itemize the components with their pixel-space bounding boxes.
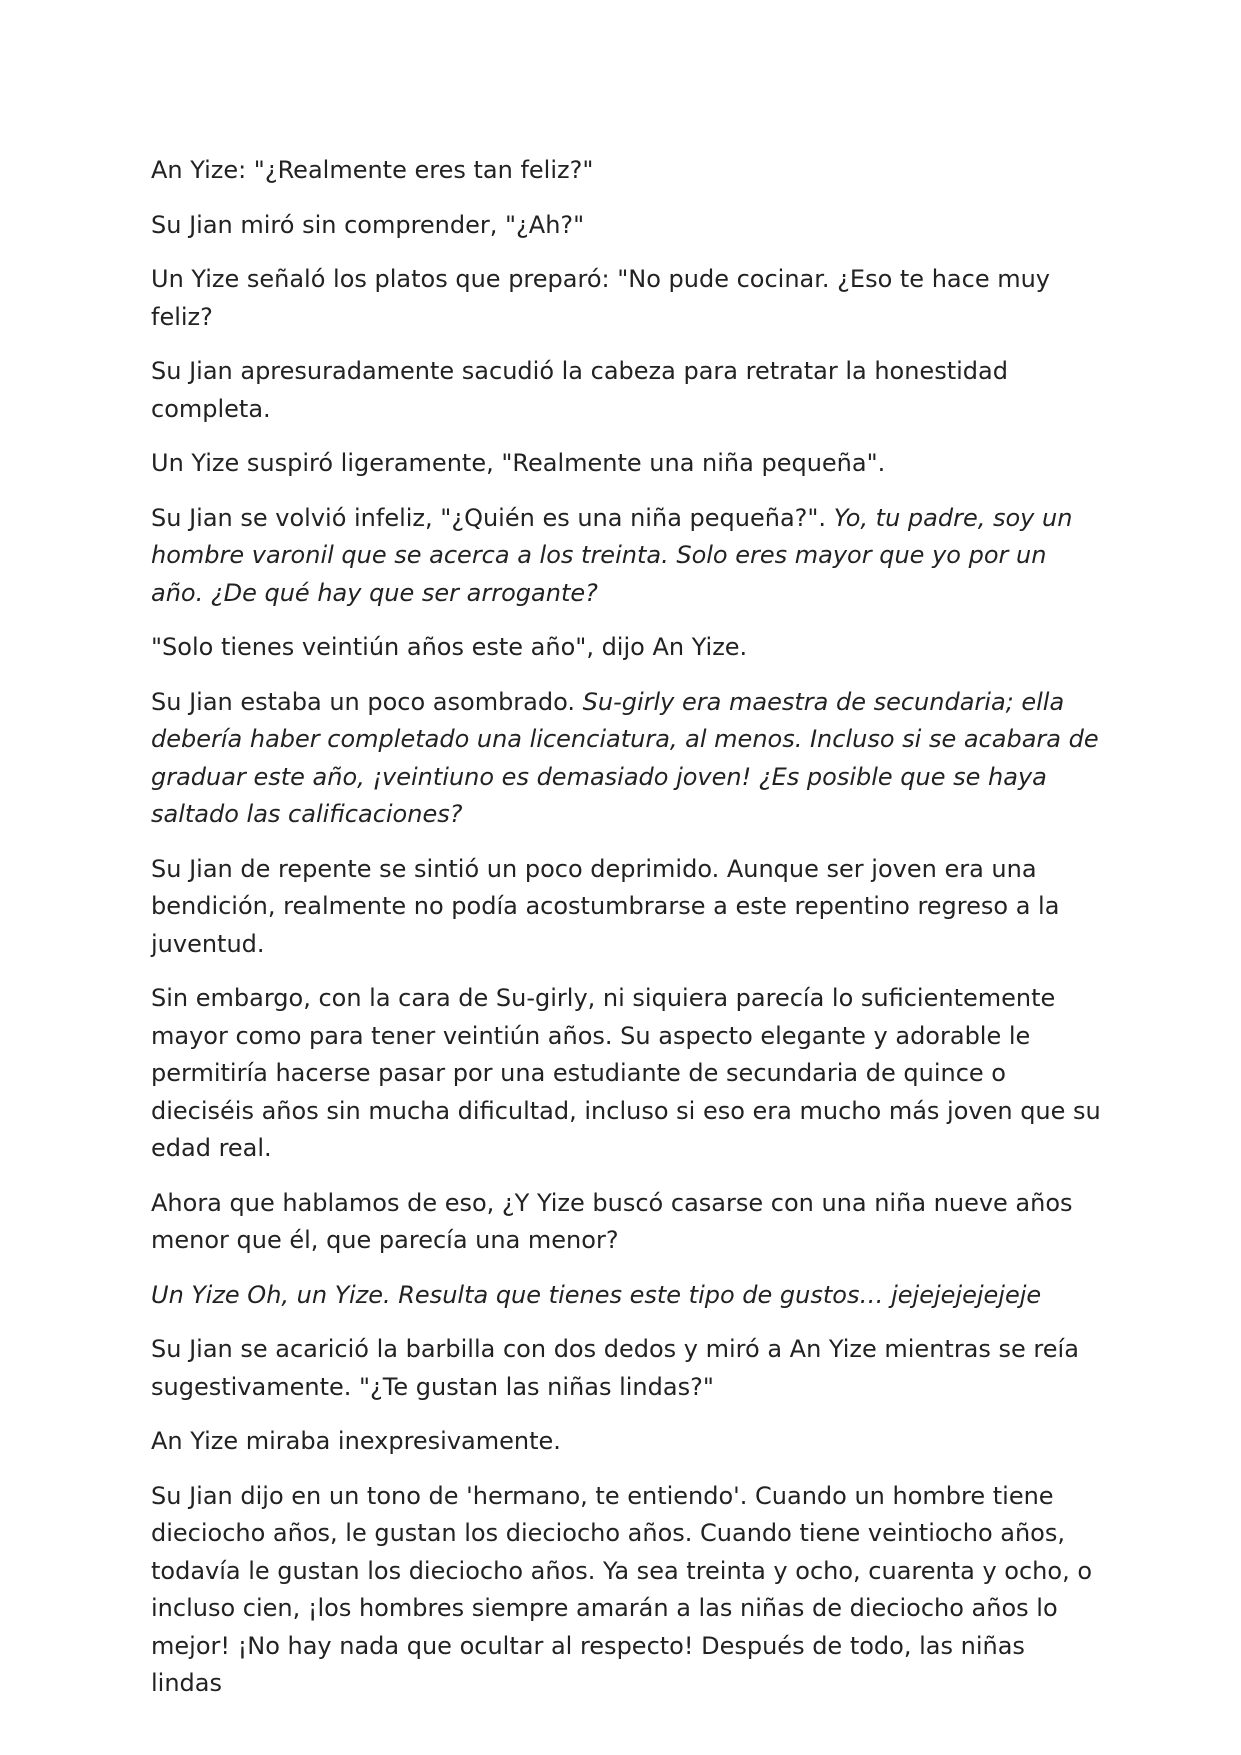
paragraph-text: Un Yize suspiró ligeramente, "Realmente una niña pequeña". [151, 449, 886, 477]
document-body [151, 152, 1101, 1720]
paragraph-3 [151, 261, 1101, 336]
paragraph-7 [151, 629, 1101, 667]
paragraph-text: Sin embargo, con la cara de Su-girly, ni siquiera parecía lo suficientemente mayor como para tener veintiún años. Su aspecto elegante y adorable le permitiría hacerse pasar por una estudiante de secundaria de quince o dieciséis años sin mucha dificultad, incluso si eso era mucho más joven que su edad real. [151, 984, 1101, 1162]
paragraph-8 [151, 684, 1101, 834]
paragraph-14 [151, 1423, 1101, 1461]
paragraph-11 [151, 1185, 1101, 1260]
paragraph-text: Su Jian dijo en un tono de 'hermano, te entiendo'. Cuando un hombre tiene dieciocho años, le gustan los dieciocho años. Cuando tiene veintiocho años, todavía le gustan los dieciocho años. Ya sea treinta y ocho, cuarenta y ocho, o incluso cien, ¡los hombres siempre amarán a las niñas de dieciocho años lo mejor! ¡No hay nada que ocultar al respecto! Después de todo, las niñas lindas [151, 1481, 1093, 1697]
paragraph-text: Ahora que hablamos de eso, ¿Y Yize buscó casarse con una niña nueve años menor que él, que parecía una menor? [151, 1188, 1073, 1254]
paragraph-text: Su Jian apresuradamente sacudió la cabeza para retratar la honestidad completa. [151, 357, 1008, 423]
paragraph-italic-text: Su-girly era maestra de secundaria; ella debería haber completado una licenciatura, al menos. Incluso si se acabara de graduar este año, ¡veintiuno es demasiado joven! ¿Es posible que se haya saltado las calificaciones? [151, 687, 1099, 828]
paragraph-italic-text: Yo, tu padre, soy un hombre varonil que se acerca a los treinta. Solo eres mayor que yo por un año. ¿De qué hay que ser arrogante? [151, 503, 1073, 607]
paragraph-text: Su Jian de repente se sintió un poco deprimido. Aunque ser joven era una bendición, realmente no podía acostumbrarse a este repentino regreso a la juventud. [151, 854, 1060, 958]
paragraph-2 [151, 207, 1101, 245]
paragraph-10 [151, 980, 1101, 1168]
paragraph-6 [151, 500, 1101, 613]
paragraph-text: Su Jian estaba un poco asombrado. [151, 687, 583, 716]
paragraph-italic-text: Un Yize Oh, un Yize. Resulta que tienes este tipo de gustos… jejejejejejeje [151, 1280, 1042, 1309]
paragraph-text: An Yize: "¿Realmente eres tan feliz?" [151, 156, 594, 184]
paragraph-4 [151, 353, 1101, 428]
paragraph-text: An Yize miraba inexpresivamente. [151, 1427, 561, 1455]
paragraph-15 [151, 1478, 1101, 1703]
paragraph-1 [151, 152, 1101, 190]
paragraph-13 [151, 1331, 1101, 1406]
paragraph-text: Un Yize señaló los platos que preparó: "No pude cocinar. ¿Eso te hace muy feliz? [151, 265, 1051, 331]
paragraph-text: Su Jian miró sin comprender, "¿Ah?" [151, 210, 585, 239]
paragraph-text: "Solo tienes veintiún años este año", dijo An Yize. [151, 633, 748, 661]
paragraph-text: Su Jian se acarició la barbilla con dos dedos y miró a An Yize mientras se reía sugestivamente. "¿Te gustan las niñas lindas?" [151, 1335, 1079, 1401]
paragraph-12 [151, 1277, 1101, 1315]
paragraph-9 [151, 851, 1101, 964]
paragraph-text: Su Jian se volvió infeliz, "¿Quién es una niña pequeña?". [151, 503, 834, 532]
paragraph-5 [151, 445, 1101, 483]
